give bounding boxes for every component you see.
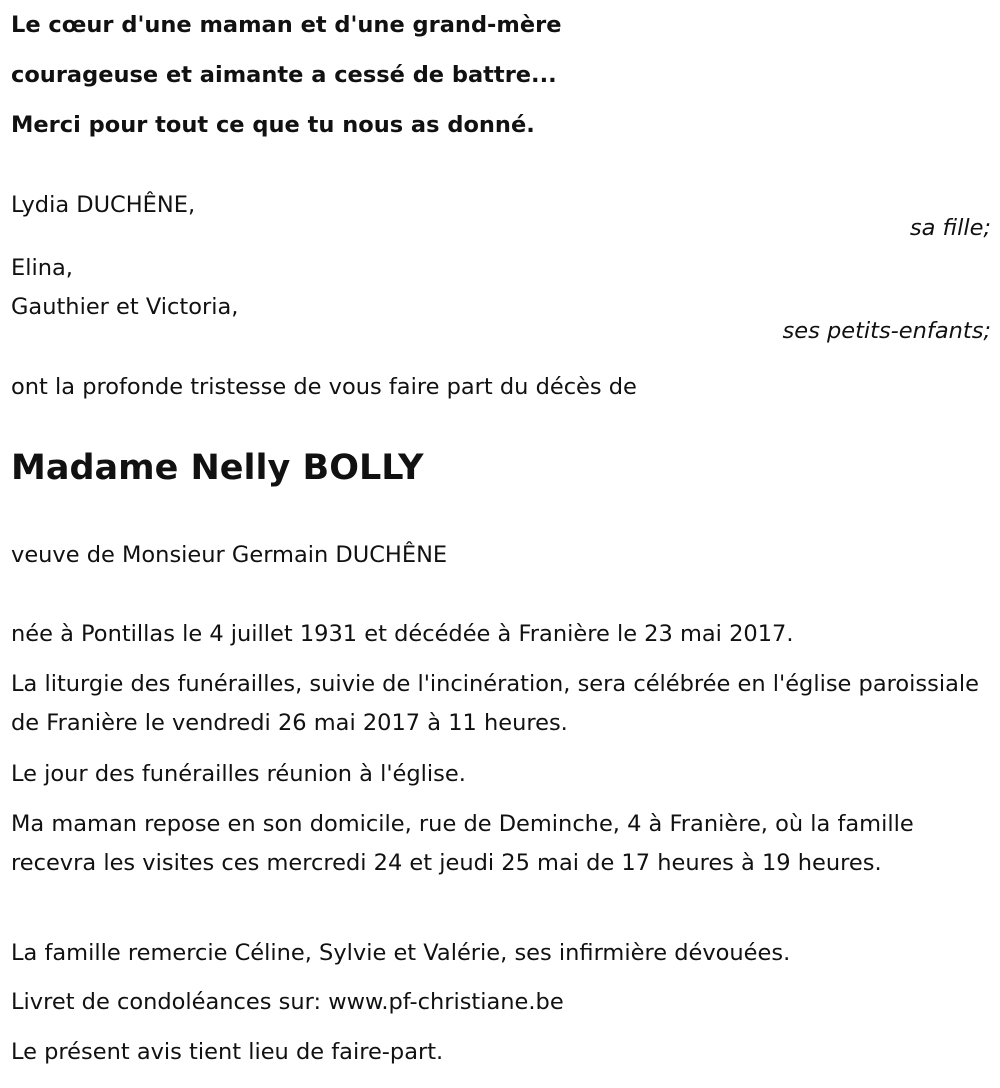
daughter-role: sa fille; (909, 215, 991, 241)
announcement-text: ont la profonde tristesse de vous faire part du décès de (11, 374, 637, 400)
grandchild-2: Gauthier et Victoria, (11, 294, 239, 320)
liturgy-text: La liturgie des funérailles, suivie de l'incinération, sera célébrée en l'église paroissiale de Franière le vendredi 26 mai 2017 à 11 heures. (11, 671, 979, 736)
intro-line-2: courageuse et aimante a cessé de battre... (11, 62, 557, 88)
notice-text: Le présent avis tient lieu de faire-part. (11, 1039, 444, 1065)
birth-death-text: née à Pontillas le 4 juillet 1931 et décédée à Franière le 23 mai 2017. (11, 621, 794, 647)
daughter-name: Lydia DUCHÊNE, (11, 192, 196, 218)
deceased-name: Madame Nelly BOLLY (11, 448, 424, 488)
grandchild-1: Elina, (11, 255, 73, 281)
intro-line-3: Merci pour tout ce que tu nous as donné. (11, 112, 535, 138)
condolences-text: Livret de condoléances sur: www.pf-christiane.be (11, 989, 564, 1015)
widow-of: veuve de Monsieur Germain DUCHÊNE (11, 542, 448, 568)
meeting-text: Le jour des funérailles réunion à l'église. (11, 761, 466, 787)
thanks-text: La famille remercie Céline, Sylvie et Valérie, ses infirmière dévouées. (11, 940, 791, 966)
intro-line-1: Le cœur d'une maman et d'une grand-mère (11, 12, 562, 38)
grandchildren-role: ses petits-enfants; (782, 318, 991, 344)
visits-text: Ma maman repose en son domicile, rue de Deminche, 4 à Franière, où la famille recevra les visites ces mercredi 24 et jeudi 25 mai de 17 heures à 19 heures. (11, 811, 914, 876)
